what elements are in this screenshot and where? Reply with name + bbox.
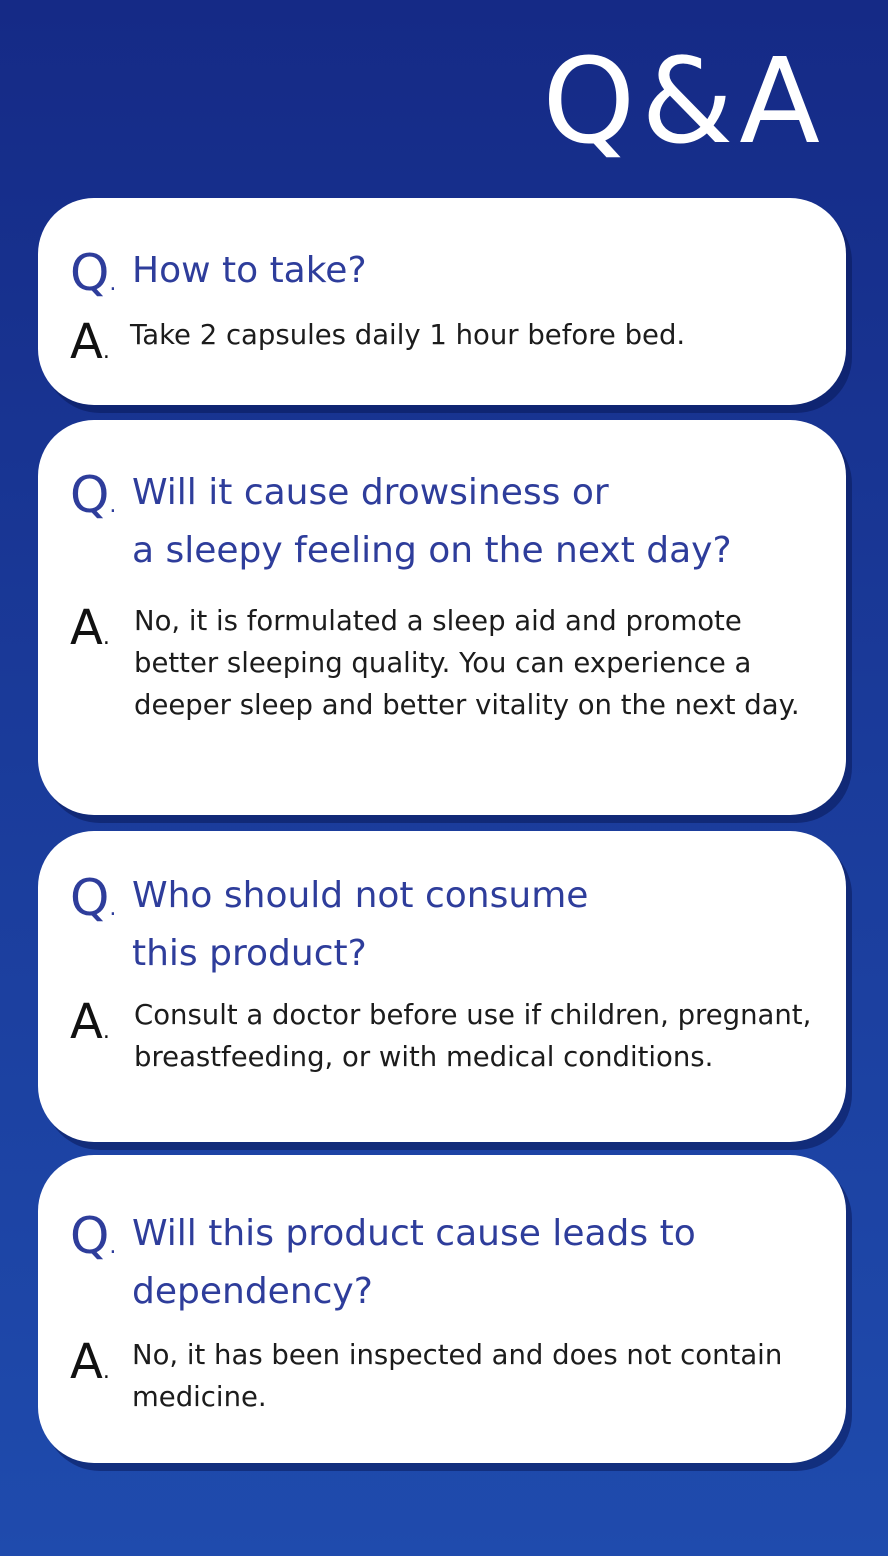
answer-text: Take 2 capsules daily 1 hour before bed. (130, 319, 686, 351)
faq-card (38, 198, 846, 405)
answer-marker: A. (70, 994, 110, 1050)
answer-row (70, 314, 822, 370)
question-text: Will it cause drowsiness or a sleepy feeling on the next day? (132, 472, 732, 571)
answer-row (70, 994, 822, 1078)
question-marker: Q. (70, 244, 117, 302)
question-marker: Q. (70, 1207, 117, 1265)
faq-card (38, 1155, 846, 1463)
faq-card (38, 831, 846, 1142)
answer-text: No, it is formulated a sleep aid and promote better sleeping quality. You can experience a deeper sleep and better vitality on the next day. (134, 605, 800, 721)
question-row (70, 466, 822, 580)
answer-marker: A. (70, 600, 110, 656)
question-marker: Q. (70, 869, 117, 927)
question-row (70, 244, 822, 302)
question-text: Will this product cause leads to dependency? (132, 1213, 696, 1312)
question-row (70, 869, 822, 983)
answer-marker: A. (70, 314, 110, 370)
answer-text: Consult a doctor before use if children, pregnant, breastfeeding, or with medical conditions. (134, 999, 812, 1073)
answer-row (70, 1334, 822, 1418)
page-title: Q&A (542, 32, 826, 170)
answer-row (70, 600, 822, 726)
faq-card (38, 420, 846, 815)
answer-text: No, it has been inspected and does not contain medicine. (132, 1339, 783, 1413)
question-text: Who should not consume this product? (132, 875, 589, 974)
question-marker: Q. (70, 466, 117, 524)
answer-marker: A. (70, 1334, 110, 1390)
question-row (70, 1207, 822, 1321)
question-text: How to take? (132, 250, 367, 291)
